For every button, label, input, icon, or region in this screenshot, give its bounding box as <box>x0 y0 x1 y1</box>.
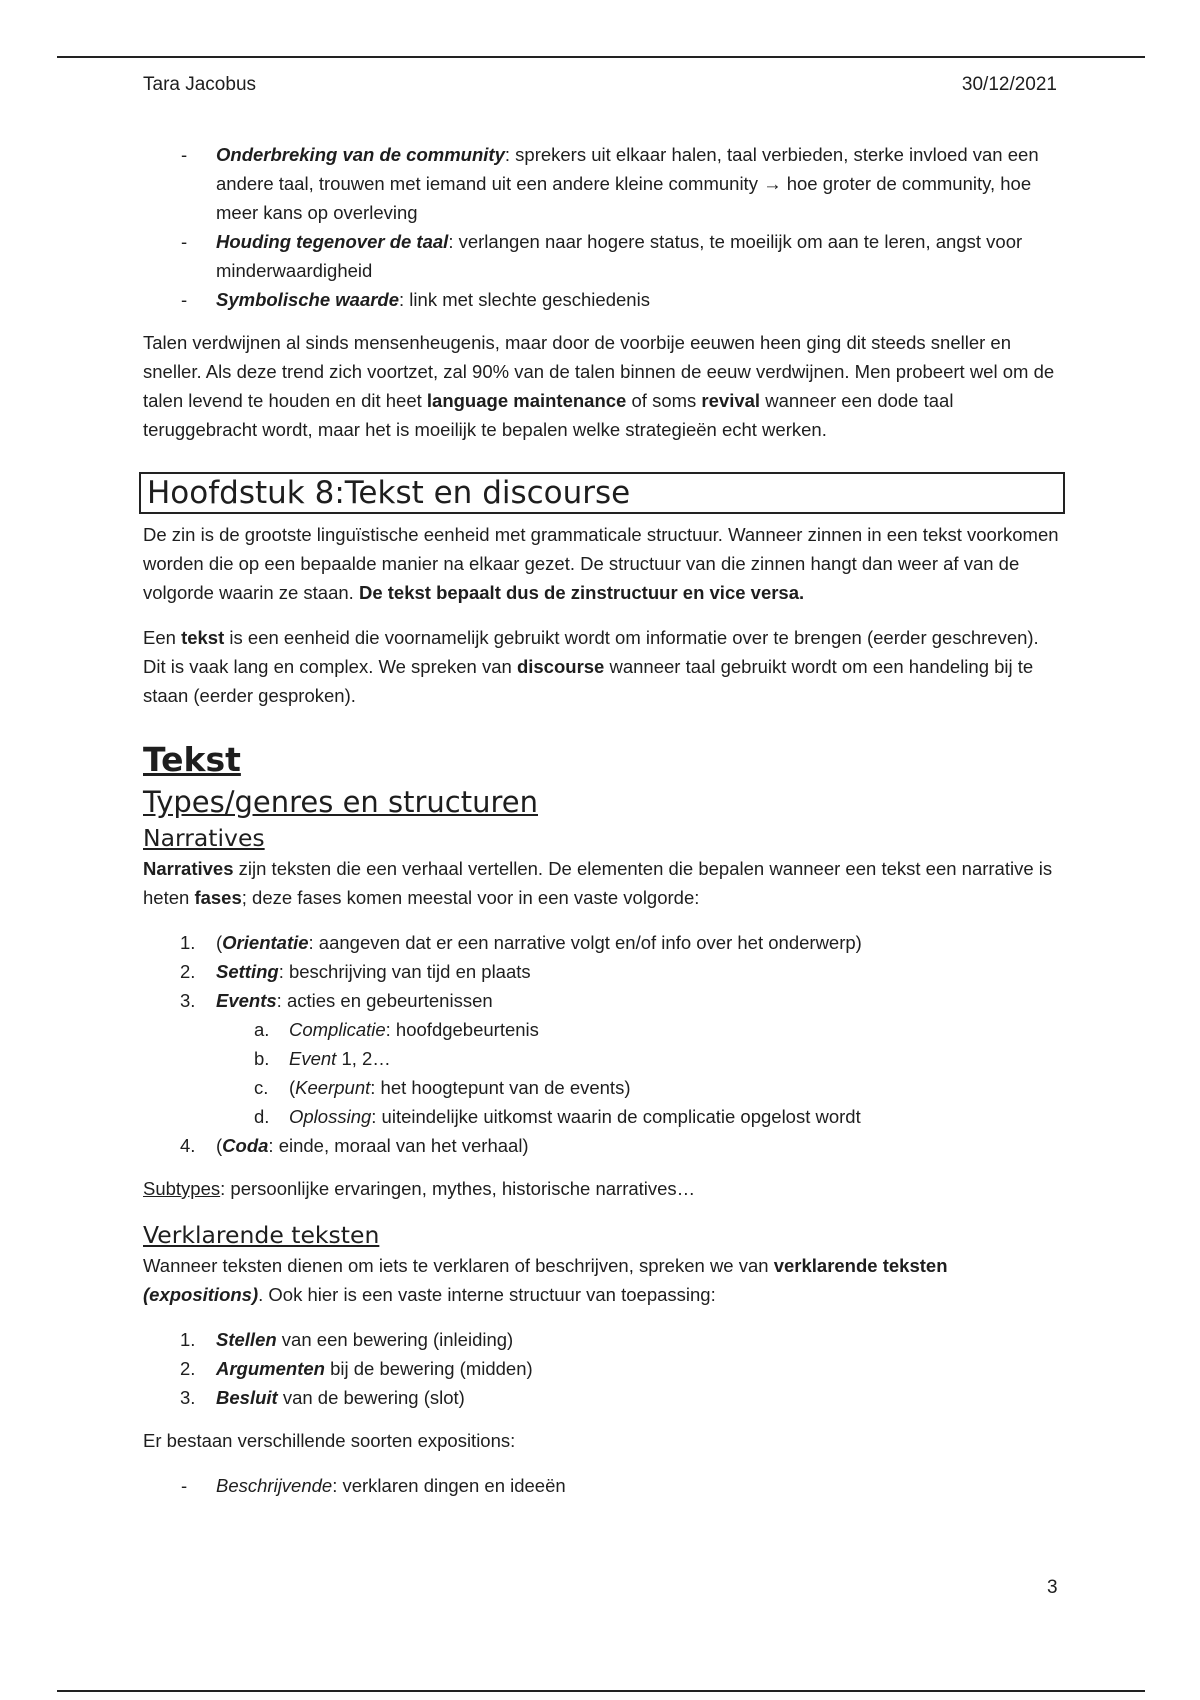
expositions-paragraph: Wanneer teksten dienen om iets te verklaren of beschrijven, spreken we van verklarende teksten (expositions). Ook hier is een vaste interne structuur van toepassing: <box>143 1255 948 1305</box>
chapter-title: Hoofdstuk 8:Tekst en discourse <box>139 472 1065 514</box>
list-item: d. Oplossing: uiteindelijke uitkomst waarin de complicatie opgelost wordt <box>254 1106 861 1127</box>
footer-rule <box>57 1690 1145 1692</box>
subtypes-paragraph: Subtypes: persoonlijke ervaringen, mythes, historische narratives… <box>143 1178 696 1199</box>
list-item: 1. Stellen van een bewering (inleiding) <box>180 1329 514 1350</box>
list-item: - Onderbreking van de community: sprekers uit elkaar halen, taal verbieden, sterke invloed van een andere taal, trouwen met iemand uit een andere kleine community → hoe groter de community, hoe meer kans op overleving <box>143 140 1063 227</box>
tekst-paragraph: Een tekst is een eenheid die voornamelijk gebruikt wordt om informatie over te brengen (eerder geschreven). Dit is vaak lang en complex. We spreken van discourse wanneer taal gebruikt wordt om een handeling bij te staan (eerder gesproken). <box>143 627 1039 706</box>
list-item: 2. Setting: beschrijving van tijd en plaats <box>180 961 531 982</box>
list-item: a. Complicatie: hoofdgebeurtenis <box>254 1019 539 1040</box>
page-header <box>143 74 1057 96</box>
list-item: c. (Keerpunt: het hoogtepunt van de events) <box>254 1077 631 1098</box>
narratives-paragraph: Narratives zijn teksten die een verhaal vertellen. De elementen die bepalen wanneer een tekst een narrative is heten fases; deze fases komen meestal voor in een vaste volgorde: <box>143 858 1053 908</box>
kinds-list <box>143 1471 1063 1500</box>
page-content <box>143 140 1063 1514</box>
maintenance-paragraph: Talen verdwijnen al sinds mensenheugenis, maar door de voorbije eeuwen heen ging dit steeds sneller en sneller. Als deze trend zich voortzet, zal 90% van de talen binnen de eeuw verdwijnen. Men probeert wel om de talen levend te houden en dit heet language maintenance of soms revival wanneer een dode taal teruggebracht wordt, maar het is moeilijk te bepalen welke strategieën echt werken. <box>143 332 1055 440</box>
list-item: - Beschrijvende: verklaren dingen en ideeën <box>143 1471 1063 1500</box>
phase-list <box>143 928 1063 1160</box>
list-item: 3. Besluit van de bewering (slot) <box>180 1387 465 1408</box>
page-number: 3 <box>1047 1577 1058 1598</box>
list-item: - Symbolische waarde: link met slechte geschiedenis <box>143 285 1063 314</box>
heading-narratives: Narratives <box>143 824 265 852</box>
heading-types: Types/genres en structuren <box>143 785 538 819</box>
list-item: 1. (Orientatie: aangeven dat er een narrative volgt en/of info over het onderwerp) <box>180 932 862 953</box>
list-item: 3. Events: acties en gebeurtenissen a. Complicatie: hoofdgebeurtenis b. Event 1, 2… c. (Keerpunt: het hoogtepunt van de events) d. Oplossing: uiteindelijke uitkomst waarin de complicatie opgelost wordt <box>143 986 1063 1131</box>
header-date: 30/12/2021 <box>961 74 1057 95</box>
factor-list <box>143 140 1063 314</box>
list-item: b. Event 1, 2… <box>254 1048 391 1069</box>
list-item: 2. Argumenten bij de bewering (midden) <box>180 1358 533 1379</box>
list-item: - Houding tegenover de taal: verlangen naar hogere status, te moeilijk om aan te leren, angst voor minderwaardigheid <box>143 227 1063 285</box>
exposition-steps-list <box>143 1325 1063 1412</box>
header-rule <box>57 56 1145 58</box>
heading-verklarende: Verklarende teksten <box>143 1221 380 1249</box>
kinds-intro: Er bestaan verschillende soorten expositions: <box>143 1430 516 1451</box>
list-item: 4. (Coda: einde, moraal van het verhaal) <box>180 1135 529 1156</box>
heading-tekst: Tekst <box>143 740 241 779</box>
intro-paragraph: De zin is de grootste linguïstische eenheid met grammaticale structuur. Wanneer zinnen in een tekst voorkomen worden die op een bepaalde manier na elkaar gezet. De structuur van die zinnen hangt dan weer af van de volgorde waarin ze staan. De tekst bepaalt dus de zinstructuur en vice versa. <box>143 524 1059 603</box>
header-author: Tara Jacobus <box>143 74 257 95</box>
events-sublist <box>216 1015 1063 1131</box>
